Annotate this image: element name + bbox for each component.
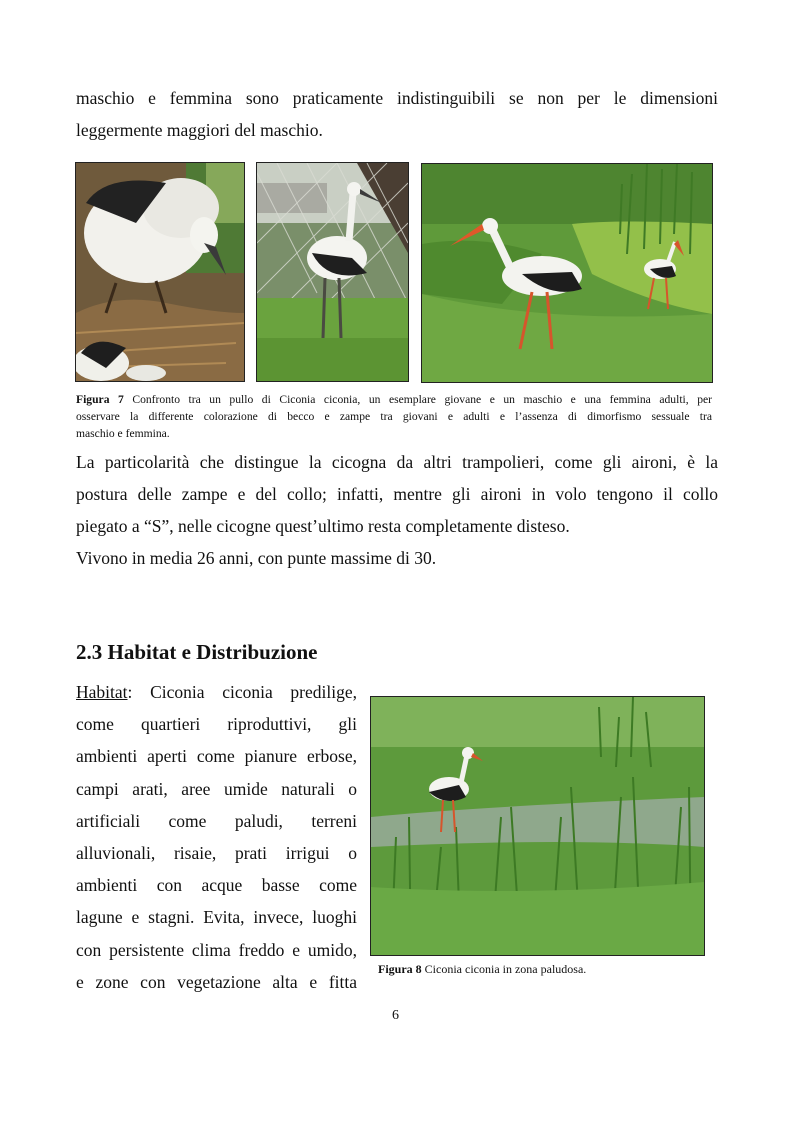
text-line: ambienti con acque basse come bbox=[76, 875, 357, 896]
figure8-label: Figura 8 bbox=[378, 962, 422, 976]
intro-paragraph bbox=[76, 82, 718, 146]
photo-juvenile-stork bbox=[256, 162, 409, 382]
text-line: con persistente clima freddo e umido, bbox=[76, 939, 357, 960]
lifespan-line: Vivono in media 26 anni, con punte massime di 30. bbox=[76, 548, 437, 568]
habitat-label: Habitat bbox=[76, 682, 128, 702]
text-line: come quartieri riproduttivi, gli bbox=[76, 714, 357, 735]
text-line: lagune e stagni. Evita, invece, luoghi bbox=[76, 907, 357, 928]
text-line: e zone con vegetazione alta e fitta bbox=[76, 971, 357, 992]
caption-line: maschio e femmina. bbox=[76, 427, 170, 440]
photo-adult-storks bbox=[421, 163, 713, 383]
text-line: piegato a “S”, nelle cicogne quest’ultimo resta completamente disteso. bbox=[76, 516, 570, 536]
text-line: alluvionali, risaie, prati irrigui o bbox=[76, 843, 357, 864]
body-paragraph bbox=[76, 446, 718, 574]
figure7-caption bbox=[76, 391, 712, 442]
habitat-paragraph bbox=[76, 676, 357, 998]
caption-line: Confronto tra un pullo di Ciconia ciconia, un esemplare giovane e un maschio e una femmina adulti, per bbox=[132, 393, 712, 406]
text-line: postura delle zampe e del collo; infatti, mentre gli aironi in volo tengono il collo bbox=[76, 484, 718, 504]
text-line: campi arati, aree umide naturali o bbox=[76, 778, 357, 799]
photo-stork-chick bbox=[75, 162, 245, 382]
page-number: 6 bbox=[392, 1008, 399, 1023]
text-line: : Ciconia ciconia predilige, bbox=[127, 682, 357, 702]
text-line: maschio e femmina sono praticamente indistinguibili se non per le dimensioni bbox=[76, 88, 718, 108]
text-line: artificiali come paludi, terreni bbox=[76, 810, 357, 831]
photo-stork-marsh bbox=[370, 696, 705, 956]
text-line: ambienti aperti come pianure erbose, bbox=[76, 746, 357, 767]
text-line: La particolarità che distingue la cicogna da altri trampolieri, come gli aironi, è la bbox=[76, 452, 718, 472]
figure7-label: Figura 7 bbox=[76, 393, 124, 406]
figure8-caption bbox=[378, 962, 586, 977]
caption-line: osservare la differente colorazione di becco e zampe tra giovani e adulti e l’assenza di dimorfismo sessuale tra bbox=[76, 410, 712, 423]
caption-text: Ciconia ciconia in zona paludosa. bbox=[424, 962, 587, 976]
text-line: leggermente maggiori del maschio. bbox=[76, 120, 323, 140]
section-heading: 2.3 Habitat e Distribuzione bbox=[76, 640, 318, 664]
